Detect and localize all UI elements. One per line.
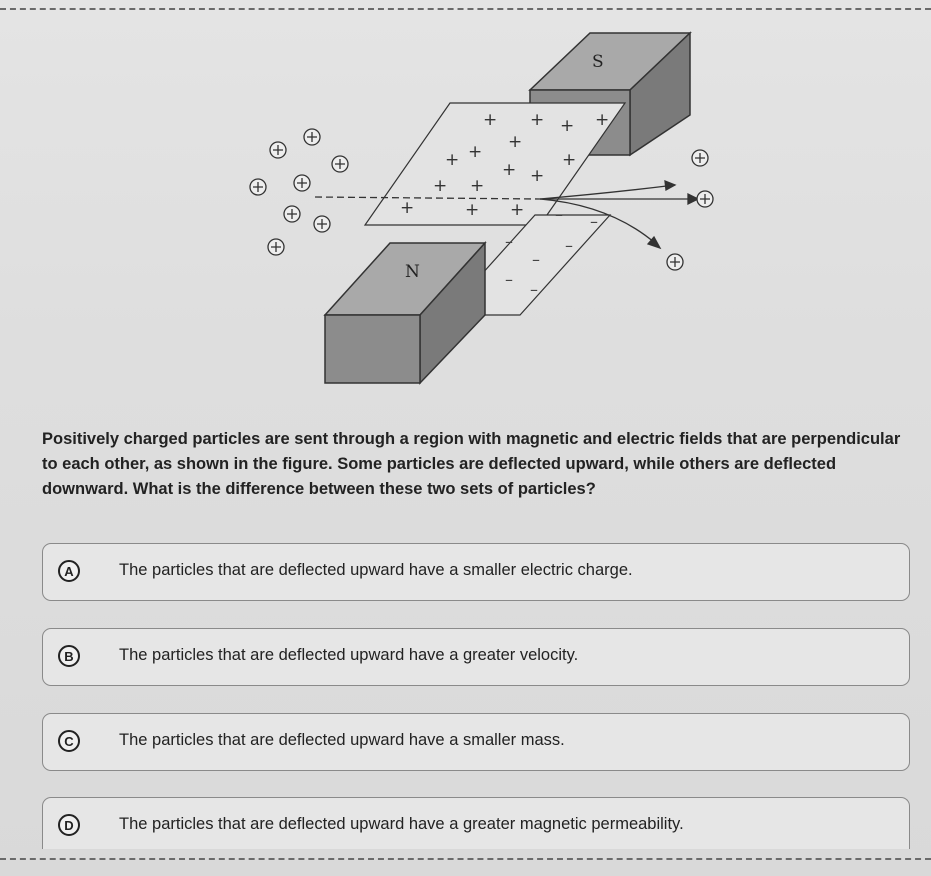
north-label: N (405, 262, 420, 282)
choice-a-text: The particles that are deflected upward have a smaller electric charge. (119, 561, 633, 579)
svg-text:+: + (400, 198, 415, 218)
bottom-divider (0, 858, 931, 860)
choice-a-letter: A (58, 560, 80, 582)
svg-text:+: + (502, 160, 517, 180)
exiting-particles (667, 150, 713, 270)
svg-text:–: – (530, 280, 538, 299)
svg-text:–: – (505, 270, 513, 289)
svg-text:+: + (530, 110, 545, 130)
svg-text:+: + (468, 142, 483, 162)
svg-text:+: + (562, 150, 577, 170)
incoming-particles (250, 129, 348, 255)
svg-text:–: – (590, 212, 598, 231)
svg-text:–: – (565, 236, 573, 255)
choice-b-text: The particles that are deflected upward have a greater velocity. (119, 646, 579, 664)
top-divider (0, 8, 931, 10)
svg-text:+: + (508, 132, 523, 152)
physics-figure (220, 15, 740, 390)
question-text: Positively charged particles are sent through a region with magnetic and electric fields that are perpendicular to each other, as shown in the figure. Some particles are deflected upward, while others are deflected downward. What is the difference between these two sets of particles? (42, 430, 901, 498)
choice-d[interactable] (42, 797, 910, 849)
choice-c-letter: C (58, 730, 80, 752)
svg-text:+: + (483, 110, 498, 130)
choice-b-letter: B (58, 645, 80, 667)
svg-text:+: + (465, 200, 480, 220)
south-label: S (592, 52, 604, 72)
svg-text:+: + (445, 150, 460, 170)
svg-text:+: + (530, 166, 545, 186)
svg-text:+: + (595, 110, 610, 130)
svg-text:+: + (433, 176, 448, 196)
choice-d-letter: D (58, 814, 80, 836)
choice-c-text: The particles that are deflected upward have a smaller mass. (119, 731, 565, 749)
svg-text:–: – (555, 205, 563, 224)
choice-b[interactable] (42, 628, 910, 686)
choice-d-text: The particles that are deflected upward have a greater magnetic permeability. (119, 815, 684, 833)
svg-text:–: – (505, 232, 513, 251)
north-magnet (325, 243, 485, 383)
choice-a[interactable] (42, 543, 910, 601)
choice-c[interactable] (42, 713, 910, 771)
svg-text:+: + (560, 116, 575, 136)
svg-text:–: – (532, 250, 540, 269)
svg-text:+: + (470, 176, 485, 196)
svg-text:+: + (510, 200, 525, 220)
